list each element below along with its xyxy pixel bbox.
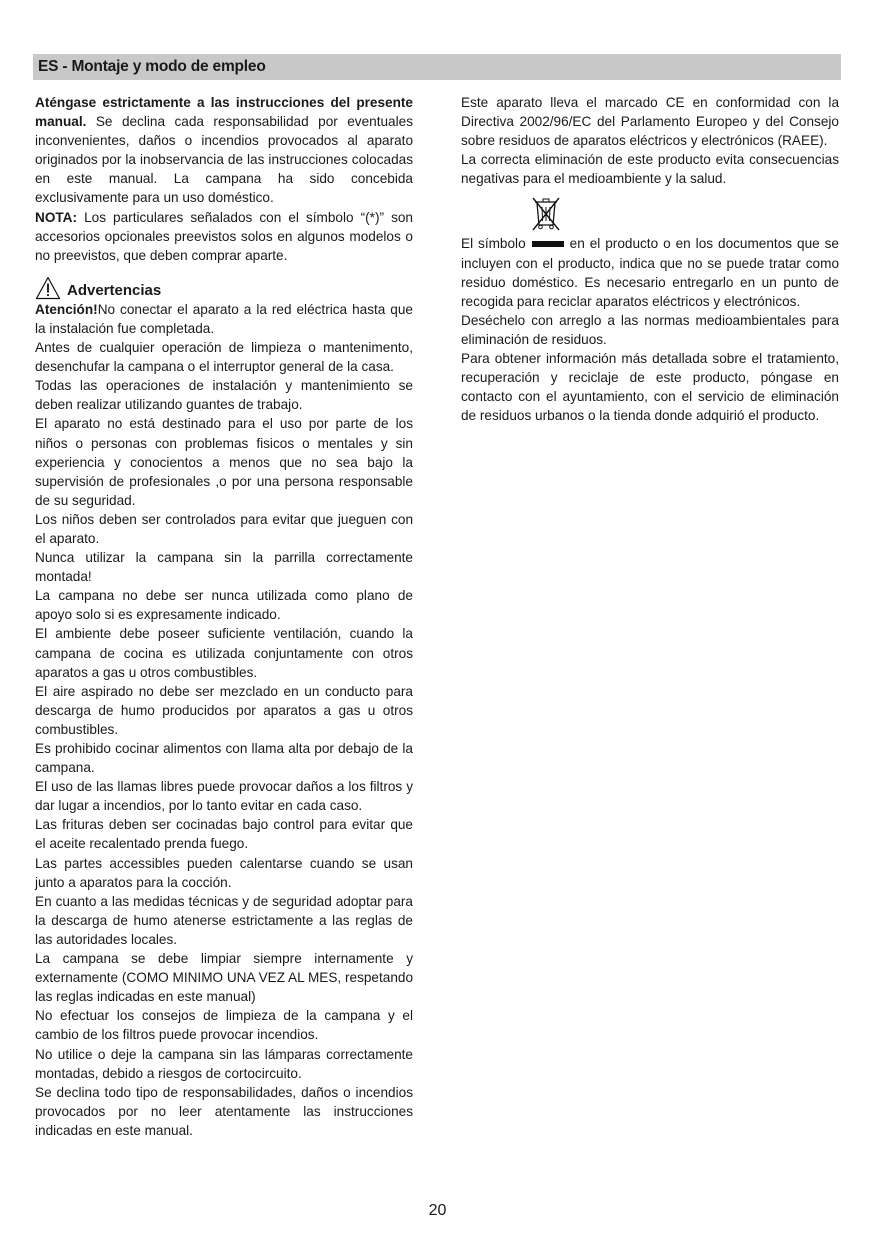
warning-paragraph: La campana no debe ser nunca utilizada como plano de apoyo solo si es expresamente indicado.: [35, 588, 413, 623]
warning-paragraph: El aire aspirado no debe ser mezclado en un conducto para descarga de humo producidos por aparatos a gas u otros combustibles.: [35, 683, 413, 737]
left-column: [35, 93, 413, 1140]
warning-paragraph: No efectuar los consejos de limpieza de la campana y el cambio de los filtros puede provocar incendios.: [35, 1008, 413, 1043]
warning-paragraph: Los niños deben ser controlados para evitar que jueguen con el aparato.: [35, 511, 413, 546]
black-bar-symbol: [532, 241, 564, 247]
warning-paragraph: Las partes accessibles pueden calentarse cuando se usan junto a aparatos para la cocción.: [35, 855, 413, 890]
warning-paragraph: Antes de cualquier operación de limpieza o mantenimento, desenchufar la campana o el interruptor general de la casa.: [35, 340, 413, 375]
warning-paragraph: Es prohibido cocinar alimentos con llama alta por debajo de la campana.: [35, 741, 413, 776]
symbol-paragraph: [461, 234, 839, 310]
section-title: ES - Montaje y modo de empleo: [38, 58, 266, 75]
information-paragraph: Para obtener información más detallada sobre el tratamiento, recuperación y reciclaje de este producto, póngase en contacto con el ayuntamiento, con el servicio de eliminación de residuos urbanos o la tienda donde adquirió el producto.: [461, 351, 839, 424]
regulations-paragraph: Deséchelo con arreglo a las normas medioambientales para eliminación de residuos.: [461, 312, 839, 347]
warning-paragraph: En cuanto a las medidas técnicas y de seguridad adoptar para la descarga de humo atenerse estrictamente a las reglas de las autoridades locales.: [35, 893, 413, 947]
warning-triangle-icon: [35, 276, 61, 300]
right-column: [461, 93, 839, 425]
warnings-heading: [35, 272, 413, 300]
note-text: Los particulares señalados con el símbolo “(*)” son accesorios opcionales preevistos solos en algunos modelos o no preevistos, que deben comprar aparte.: [35, 209, 413, 263]
crossed-bin-icon: [528, 194, 566, 232]
weee-symbol: [461, 194, 839, 234]
warning-paragraph: Las frituras deben ser cocinadas bajo control para evitar que el aceite recalentado prenda fuego.: [35, 817, 413, 852]
attention-text: No conectar el aparato a la red eléctrica hasta que la instalación fue completada.: [35, 301, 413, 336]
intro-bold: Aténgase estrictamente a las instrucciones del presente manual.: [35, 95, 413, 130]
intro-paragraph: [35, 93, 413, 208]
intro-text: Se declina cada responsabilidad por eventuales inconvenientes, daños o incendios provocados al aparato originados por la inobservancia de las instrucciones colocadas en este manual. La campana ha sido concebida exclusivamente para un uso doméstico.: [35, 114, 413, 206]
warning-paragraph: El uso de las llamas libres puede provocar daños a los filtros y dar lugar a incendios, por lo tanto evitar en cada caso.: [35, 779, 413, 814]
warnings-title: Advertencias: [67, 281, 162, 299]
ce-paragraph: Este aparato lleva el marcado CE en conformidad con la Directiva 2002/96/EC del Parlamento Europeo y del Consejo sobre residuos de aparatos eléctricos y electrónicos (RAEE).: [461, 95, 839, 149]
warning-paragraph: La campana se debe limpiar siempre internamente y externamente (COMO MINIMO UNA VEZ AL MES, respetando las reglas indicadas en este manual): [35, 951, 413, 1005]
symbol-prefix: El símbolo: [461, 236, 526, 252]
attention-label: Atención!: [35, 301, 98, 317]
warning-paragraph: No utilice o deje la campana sin las lámparas correctamente montadas, debido a riesgos de cortocircuito.: [35, 1046, 413, 1081]
warning-paragraph: Todas las operaciones de instalación y mantenimiento se deben realizar utilizando guantes de trabajo.: [35, 378, 413, 413]
attention-paragraph: [35, 300, 413, 338]
disposal-paragraph: La correcta eliminación de este producto evita consecuencias negativas para el medioambiente y la salud.: [461, 152, 839, 187]
section-header: [33, 54, 841, 80]
warning-paragraph: Se declina todo tipo de responsabilidades, daños o incendios provocados por no leer atentamente las instrucciones indicadas en este manual.: [35, 1084, 413, 1138]
note-paragraph: [35, 208, 413, 265]
warning-paragraph: El aparato no está destinado para el uso por parte de los niños o personas con problemas fisicos o mentales y sin experiencia y conocientos a menos que no sea bajo la supervisión de profesionales ,o por una persona responsable de su seguridad.: [35, 416, 413, 508]
warning-paragraph: Nunca utilizar la campana sin la parrilla correctamente montada!: [35, 550, 413, 585]
note-label: NOTA:: [35, 209, 78, 225]
page-number: 20: [428, 1202, 447, 1219]
warning-paragraph: El ambiente debe poseer suficiente ventilación, cuando la campana de cocina es utilizada conjuntamente con otros aparatos a gas u otros combustibles.: [35, 626, 413, 680]
symbol-suffix: en el producto o en los documentos que se incluyen con el producto, indica que no se puede tratar como residuo doméstico. Es necesario entregarlo en un punto de recogida para reciclar aparatos eléctricos y electrónicos.: [461, 236, 839, 309]
